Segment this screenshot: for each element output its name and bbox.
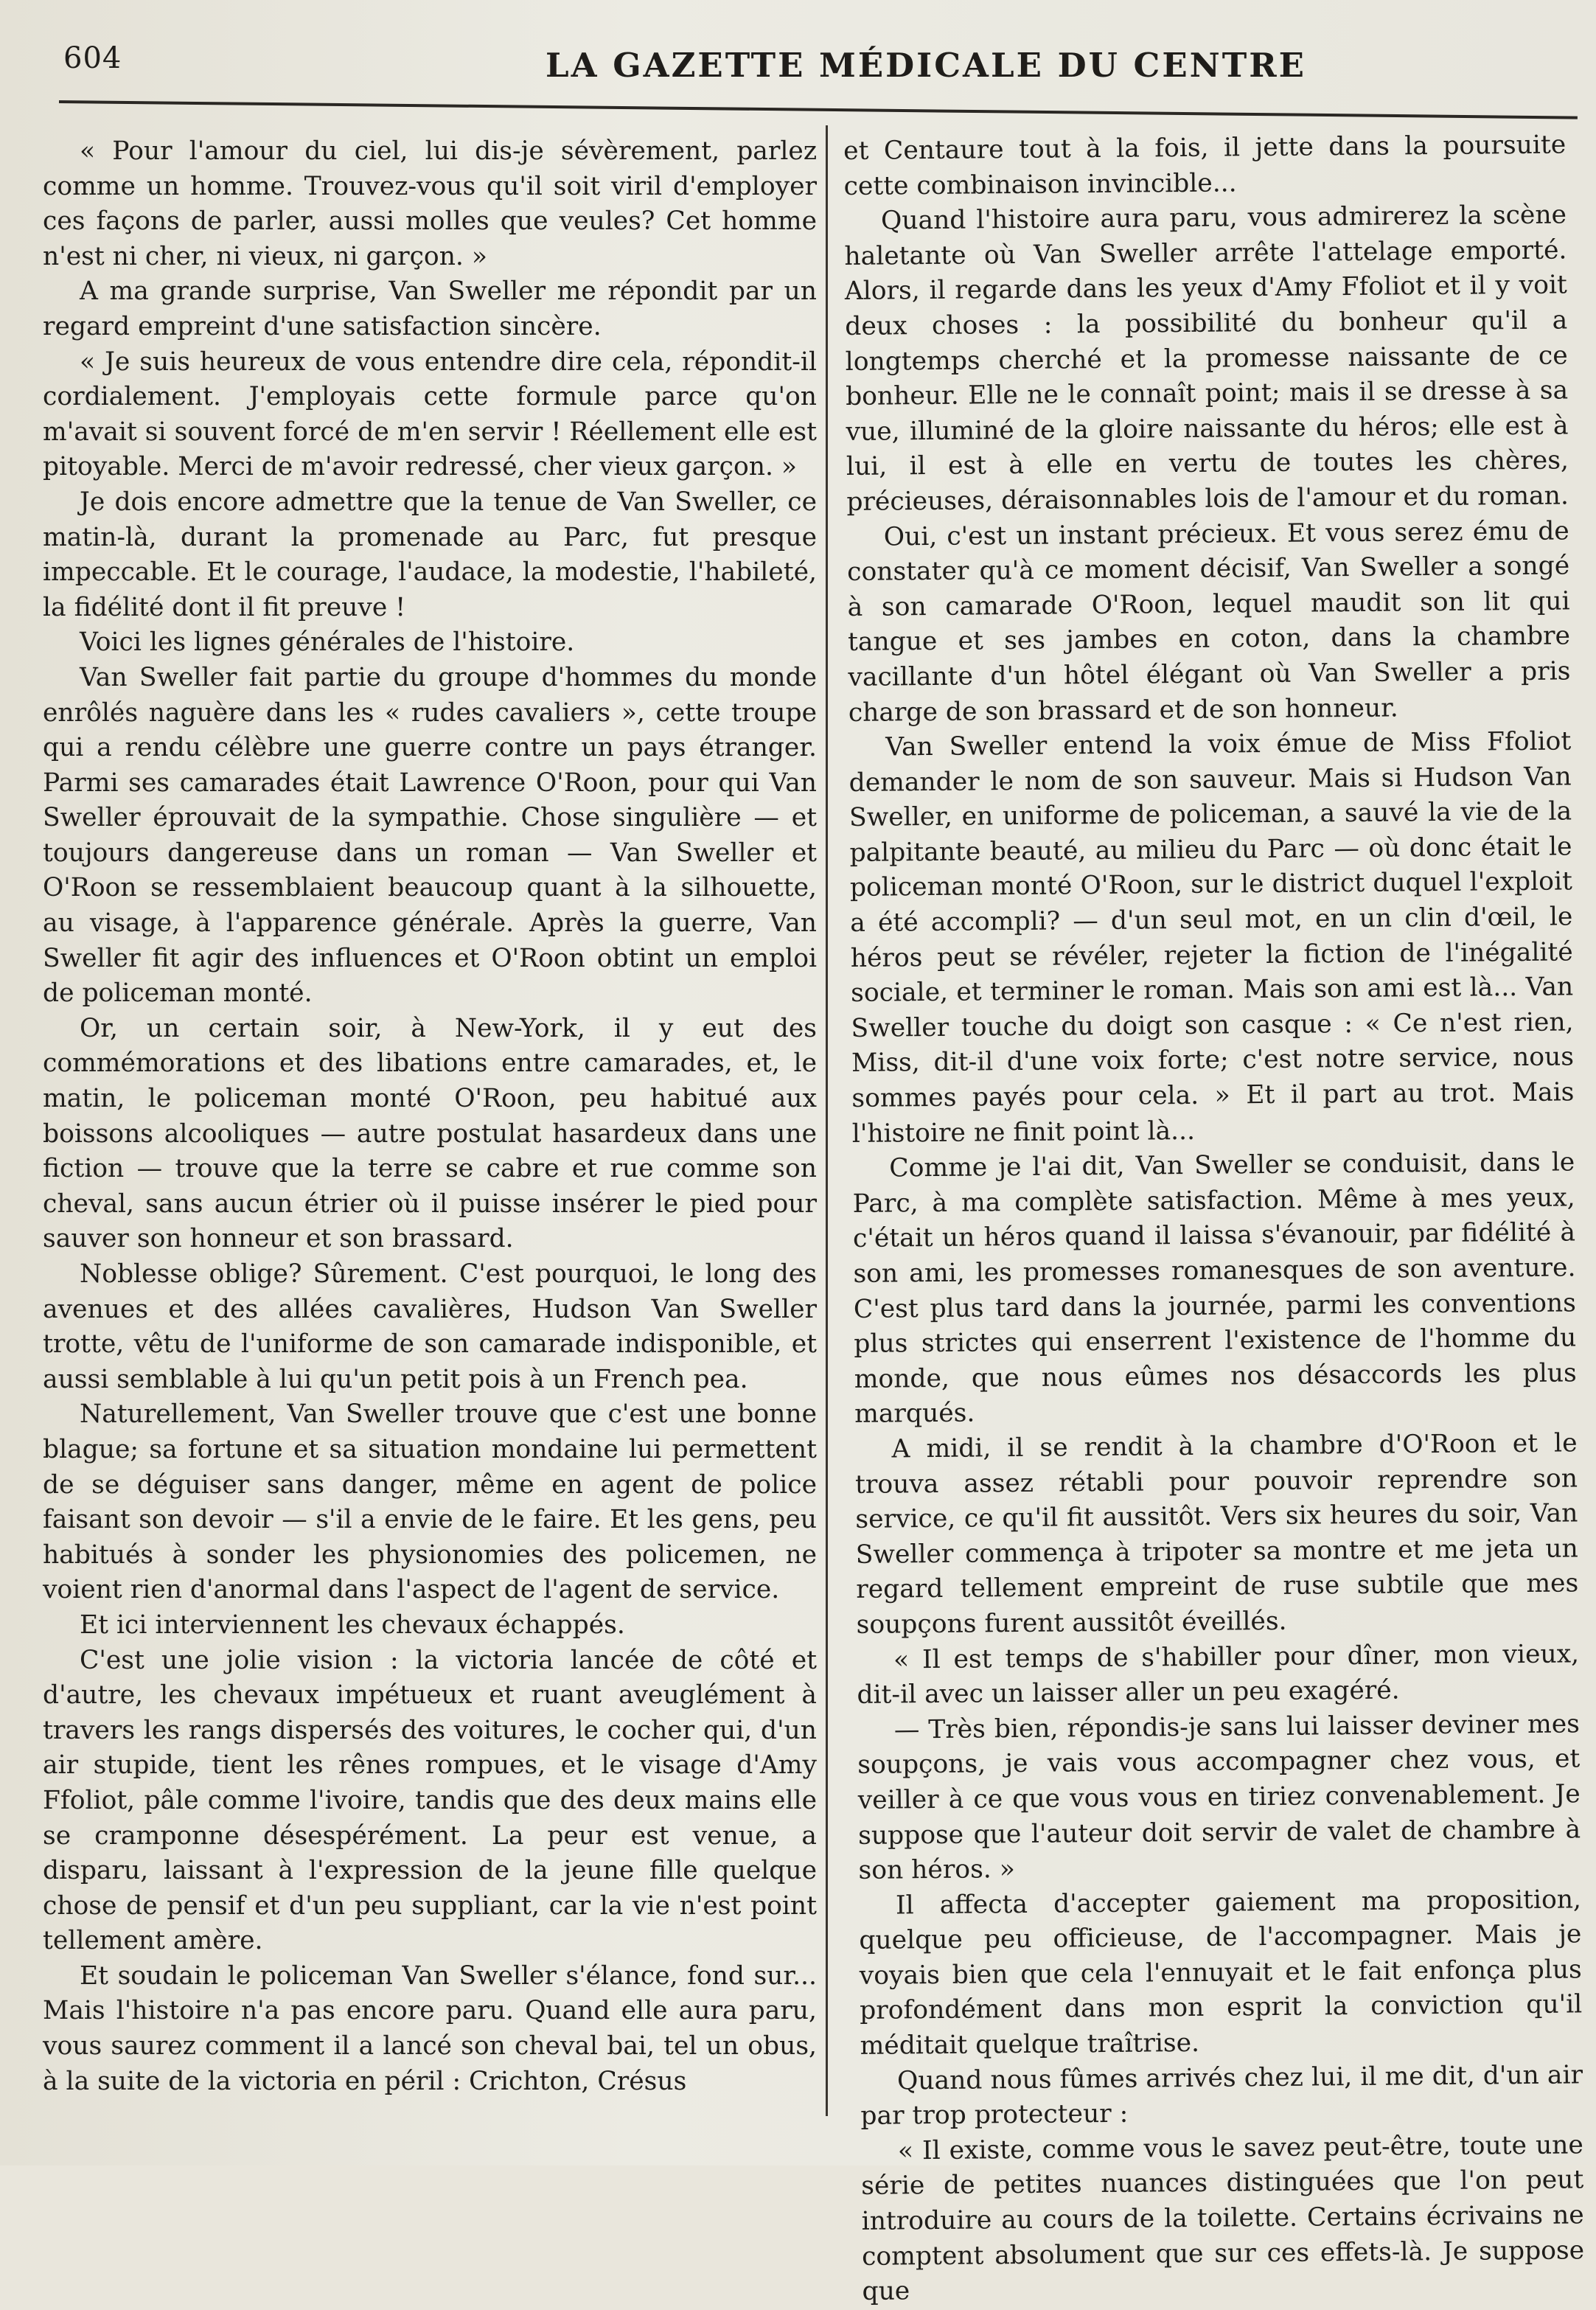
paragraph: Je dois encore admettre que la tenue de Van Sweller, ce matin-là, durant la promenade au Parc, fut presque impeccable. Et le courage, l'audace, la modestie, l'habileté, la fidélité dont il fit preuve !	[43, 487, 817, 622]
paragraph: Van Sweller fait partie du groupe d'hommes du monde enrôlés naguère dans les « rudes cavaliers », cette troupe qui a rendu célèbre une guerre contre un pays étranger. Parmi ses camarades était Lawrence O'Roon, pour qui Van Sweller éprouvait de la sympathie. Chose singulière — et toujours dangereuse dans un roman — Van Sweller et O'Roon se ressemblaient beaucoup quant à la silhouette, au visage, à l'apparence générale. Après la guerre, Van Sweller fit agir des influences et O'Roon obtint un emploi de policeman monté.	[43, 662, 817, 1009]
page-header	[59, 35, 1592, 102]
paragraph: Il affecta d'accepter gaiement ma proposition, quelque peu officieuse, de l'accompagner. Mais je voyais bien que cela l'ennuyait et le fait enfonça plus profondément dans mon esprit la conviction qu'il méditait quelque traîtrise.	[859, 1885, 1583, 2061]
paragraph: « Je suis heureux de vous entendre dire cela, répondit-il cordialement. J'employais cette formule parce qu'on m'avait si souvent forcé de m'en servir ! Réellement elle est pitoyable. Merci de m'avoir redressé, cher vieux garçon. »	[43, 347, 817, 482]
paragraph: C'est une jolie vision : la victoria lancée de côté et d'autre, les chevaux impétueux et ruant aveuglément à travers les rangs dispersés des voitures, le cocher qui, d'un air stupide, tient les rênes rompues, et le visage d'Amy Ffoliot, pâle comme l'ivoire, tandis que des deux mains elle se cramponne désespérément. La peur est venue, a disparu, laissant à l'expression de la jeune fille quelque chose de pensif et d'un peu suppliant, car la vie n'est point tellement amère.	[43, 1645, 817, 1956]
header-rule	[59, 100, 1578, 119]
paragraph: « Il existe, comme vous le savez peut-être, toute une série de petites nuances distinguées que l'on peut introduire au cours de la toilette. Certains écrivains ne comptent absolument que sur ces effets-là. Je suppose que	[861, 2130, 1585, 2307]
paragraph: Voici les lignes générales de l'histoire.	[80, 627, 575, 658]
column-divider	[826, 125, 828, 2116]
paragraph: Naturellement, Van Sweller trouve que c'est une bonne blague; sa fortune et sa situation mondaine lui permettent de se déguiser sans danger, même en agent de police faisant son devoir — s'il a envie de le faire. Et les gens, peu habitués à sonder les physionomies des policemen, ne voient rien d'anormal dans l'aspect de l'agent de service.	[43, 1399, 817, 1605]
paragraph: « Il est temps de s'habiller pour dîner, mon vieux, dit-il avec un laisser aller un peu exagéré.	[857, 1638, 1580, 1711]
paragraph: A ma grande surprise, Van Sweller me répondit par un regard empreint d'une satisfaction sincère.	[43, 276, 817, 341]
paragraph: Quand nous fûmes arrivés chez lui, il me dit, d'un air par trop protecteur :	[860, 2060, 1583, 2132]
right-column	[843, 128, 1585, 2309]
paragraph: — Très bien, répondis-je sans lui laisser deviner mes soupçons, je vais vous accompagner chez vous, et veiller à ce que vous vous en tiriez convenablement. Je suppose que l'auteur doit servir de valet de chambre à son héros. »	[857, 1709, 1581, 1886]
paragraph: Et soudain le policeman Van Sweller s'élance, fond sur... Mais l'histoire n'a pas encore paru. Quand elle aura paru, vous saurez comment il a lancé son cheval bai, tel un obus, à la suite de la victoria en péril : Crichton, Crésus	[43, 1961, 817, 2096]
paragraph: Et ici interviennent les chevaux échappés.	[80, 1610, 625, 1640]
paragraph: Noblesse oblige? Sûrement. C'est pourquoi, le long des avenues et des allées cavalières, Hudson Van Sweller trotte, vêtu de l'uniforme de son camarade indisponible, et aussi semblable à lui qu'un petit pois à un French pea.	[43, 1259, 817, 1394]
journal-title: LA GAZETTE MÉDICALE DU CENTRE	[546, 46, 1306, 85]
page-number: 604	[63, 41, 122, 75]
paragraph: Or, un certain soir, à New-York, il y eut des commémorations et des libations entre camarades, et, le matin, le policeman monté O'Roon, peu habitué aux boissons alcooliques — autre postulat hasardeux dans une fiction — trouve que la terre se cabre et rue comme son cheval, sans aucun étrier où il puisse insérer le pied pour sauver son honneur et son brassard.	[43, 1013, 817, 1254]
paragraph: Quand l'histoire aura paru, vous admirerez la scène haletante où Van Sweller arrête l'attelage emporté. Alors, il regarde dans les yeux d'Amy Ffoliot et il y voit deux choses : la possibilité du bonheur qu'il a longtemps cherché et la promesse naissante de ce bonheur. Elle ne le connaît point; mais il se dresse à sa vue, illuminé de la gloire naissante du héros; elle est à lui, il est à elle en vertu de toutes les chères, précieuses, déraisonnables lois de l'amour et du roman.	[844, 200, 1569, 517]
paragraph: « Pour l'amour du ciel, lui dis-je sévèrement, parlez comme un homme. Trouvez-vous qu'il soit viril d'employer ces façons de parler, aussi molles que veules? Cet homme n'est ni cher, ni vieux, ni garçon. »	[43, 136, 817, 271]
left-column	[43, 134, 817, 2099]
paragraph: Comme je l'ai dit, Van Sweller se conduisit, dans le Parc, à ma complète satisfaction. Même à mes yeux, c'était un héros quand il laissa s'évanouir, par fidélité à son ami, les promesses romanesques de son aventure. C'est plus tard dans la journée, parmi les conventions plus strictes qui enserrent l'existence de l'homme du monde, que nous eûmes nos désaccords les plus marqués.	[852, 1147, 1577, 1430]
paragraph: Van Sweller entend la voix émue de Miss Ffoliot demander le nom de son sauveur. Mais si Hudson Van Sweller, en uniforme de policeman, a sauvé la vie de la palpitante beauté, au milieu du Parc — où donc était le policeman monté O'Roon, sur le district duquel l'exploit a été accompli? — d'un seul mot, en un clin d'œil, le héros peut se révéler, rejeter la fiction de l'inégalité sociale, et terminer le roman. Mais son ami est là... Van Sweller touche du doigt son casque : « Ce n'est rien, Miss, dit-il d'une voix forte; c'est notre service, nous sommes payés pour cela. » Et il part au trot. Mais l'histoire ne finit point là...	[848, 726, 1575, 1149]
paragraph: et Centaure tout à la fois, il jette dans la poursuite cette combinaison invincible...	[843, 130, 1567, 201]
paragraph: A midi, il se rendit à la chambre d'O'Roon et le trouva assez rétabli pour pouvoir reprendre son service, ce qu'il fit aussitôt. Vers six heures du soir, Van Sweller commença à tripoter sa montre et me jeta un regard tellement empreint de ruse subtile que mes soupçons furent aussitôt éveillés.	[854, 1428, 1579, 1640]
paragraph: Oui, c'est un instant précieux. Et vous serez ému de constater qu'à ce moment décisif, Van Sweller a songé à son camarade O'Roon, lequel maudit son lit qui tangue et ses jambes en coton, dans la chambre vacillante d'un hôtel élégant où Van Sweller a pris charge de son brassard et de son honneur.	[847, 515, 1571, 728]
